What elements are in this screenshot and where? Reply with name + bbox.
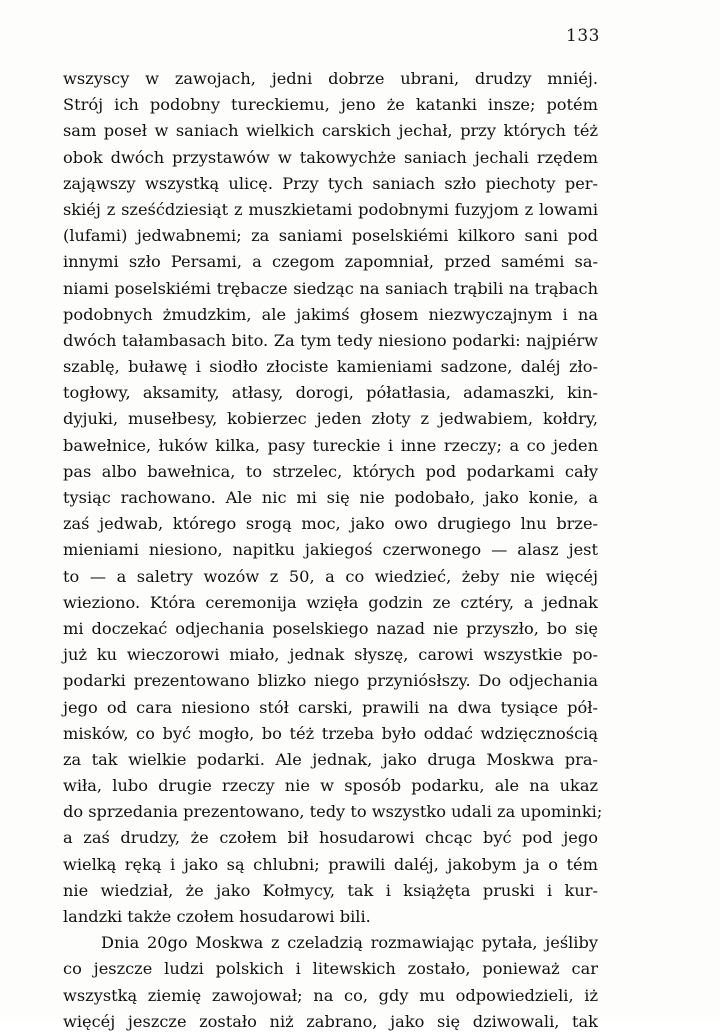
text-line: dyjuki, musełbesy, kobierzec jeden złoty z jedwabiem, kołdry, (63, 409, 598, 429)
page-number: 133 (566, 26, 600, 46)
text-line: innymi szło Persami, a czegom zapomniał, przed samémi sa- (63, 252, 598, 272)
text-line: do sprzedania prezentowano, tedy to wszystko udali za upominki; (63, 802, 603, 822)
text-line: wszystką ziemię zawojował; na co, gdy mu odpowiedzieli, iż (63, 985, 598, 1005)
text-line: tysiąc rachowano. Ale nic mi się nie podobało, jako konie, a (63, 488, 598, 507)
text-line: mieniami niesiono, napitku jakiegoś czerwonego — alasz jest (63, 540, 598, 560)
text-line: podobnych żmudzkim, ale jakimś głosem niezwyczajnym i na (63, 304, 598, 324)
text-line: zaś jedwab, którego srogą moc, jako owo drugiego lnu brze- (63, 514, 598, 534)
text-line: to — a saletry wozów z 50, a co wiedzieć, żeby nie więcéj (63, 566, 598, 586)
text-line: misków, co być mogło, bo téż trzeba było oddać wdzięcznością (63, 723, 598, 743)
text-line: już ku wieczorowi miało, jednak słyszę, carowi wszystkie po- (63, 645, 598, 665)
text-line: co jeszcze ludzi polskich i litewskich zostało, ponieważ car (63, 959, 598, 979)
text-line: dwóch tałambasach bito. Za tym tedy niesiono podarki: najpiérw (63, 330, 598, 350)
text-line: (lufami) jedwabnemi; za saniami poselskiémi kilkoro sani pod (63, 226, 598, 246)
text-line: sam poseł w saniach wielkich carskich jechał, przy których téż (63, 121, 598, 141)
body-text (63, 66, 603, 1035)
text-line: podarki prezentowano blizko niego przyniósłszy. Do odjechania (63, 671, 598, 691)
text-line: bawełnice, łuków kilka, pasy tureckie i inne rzeczy; a co jeden (63, 435, 598, 455)
text-line: obok dwóch przystawów w takowychże saniach jechali rzędem (63, 147, 598, 167)
text-line: zająwszy wszystką ulicę. Przy tych saniach szło piechoty per- (63, 173, 598, 193)
text-line: jego od cara niesiono stół carski, prawili na dwa tysiące pół- (63, 697, 598, 717)
text-line: pas albo bawełnica, to strzelec, których pod podarkami cały (63, 461, 598, 481)
text-line: niami poselskiémi trębacze siedząc na saniach trąbili na trąbach (63, 278, 598, 298)
paragraph-start-line: Dnia 20go Moskwa z czeladzią rozmawiając pytała, jeśliby (101, 933, 598, 953)
text-line: togłowy, aksamity, atłasy, dorogi, półatłasia, adamaszki, kin- (63, 383, 598, 403)
text-line: a zaś drudzy, że czołem bił hosudarowi chcąc być pod jego (63, 828, 598, 848)
text-line: wieziono. Która ceremonija wzięła godzin ze cztéry, a jednak (63, 592, 598, 612)
text-line: wszyscy w zawojach, jedni dobrze ubrani, drudzy mniéj. (63, 69, 598, 88)
text-line: Strój ich podobny tureckiemu, jeno że katanki insze; potém (63, 95, 598, 115)
text-line: nie wiedział, że jako Kołmycy, tak i książęta pruski i kur- (63, 880, 598, 900)
paragraph-end-line: landzki także czołem hosudarowi bili. (63, 907, 371, 926)
text-line: mi doczekać odjechania poselskiego nazad nie przyszło, bo się (63, 618, 598, 638)
text-line: wiła, lubo drugie rzeczy nie w sposób podarku, ale na ukaz (63, 776, 598, 796)
text-line: za tak wielkie podarki. Ale jednak, jako druga Moskwa pra- (63, 749, 598, 769)
text-line: więcéj jeszcze zostało niż zabrano, jako się dziwowali, tak (63, 1011, 598, 1031)
text-line: wielką ręką i jako są chlubni; prawili daléj, jakobym ja o tém (63, 854, 598, 874)
text-line: szablę, buławę i siodło złociste kamieniami sadzone, daléj zło- (63, 357, 598, 377)
text-line: skiéj z sześćdziesiąt z muszkietami podobnymi fuzyjom z lowami (63, 199, 598, 219)
